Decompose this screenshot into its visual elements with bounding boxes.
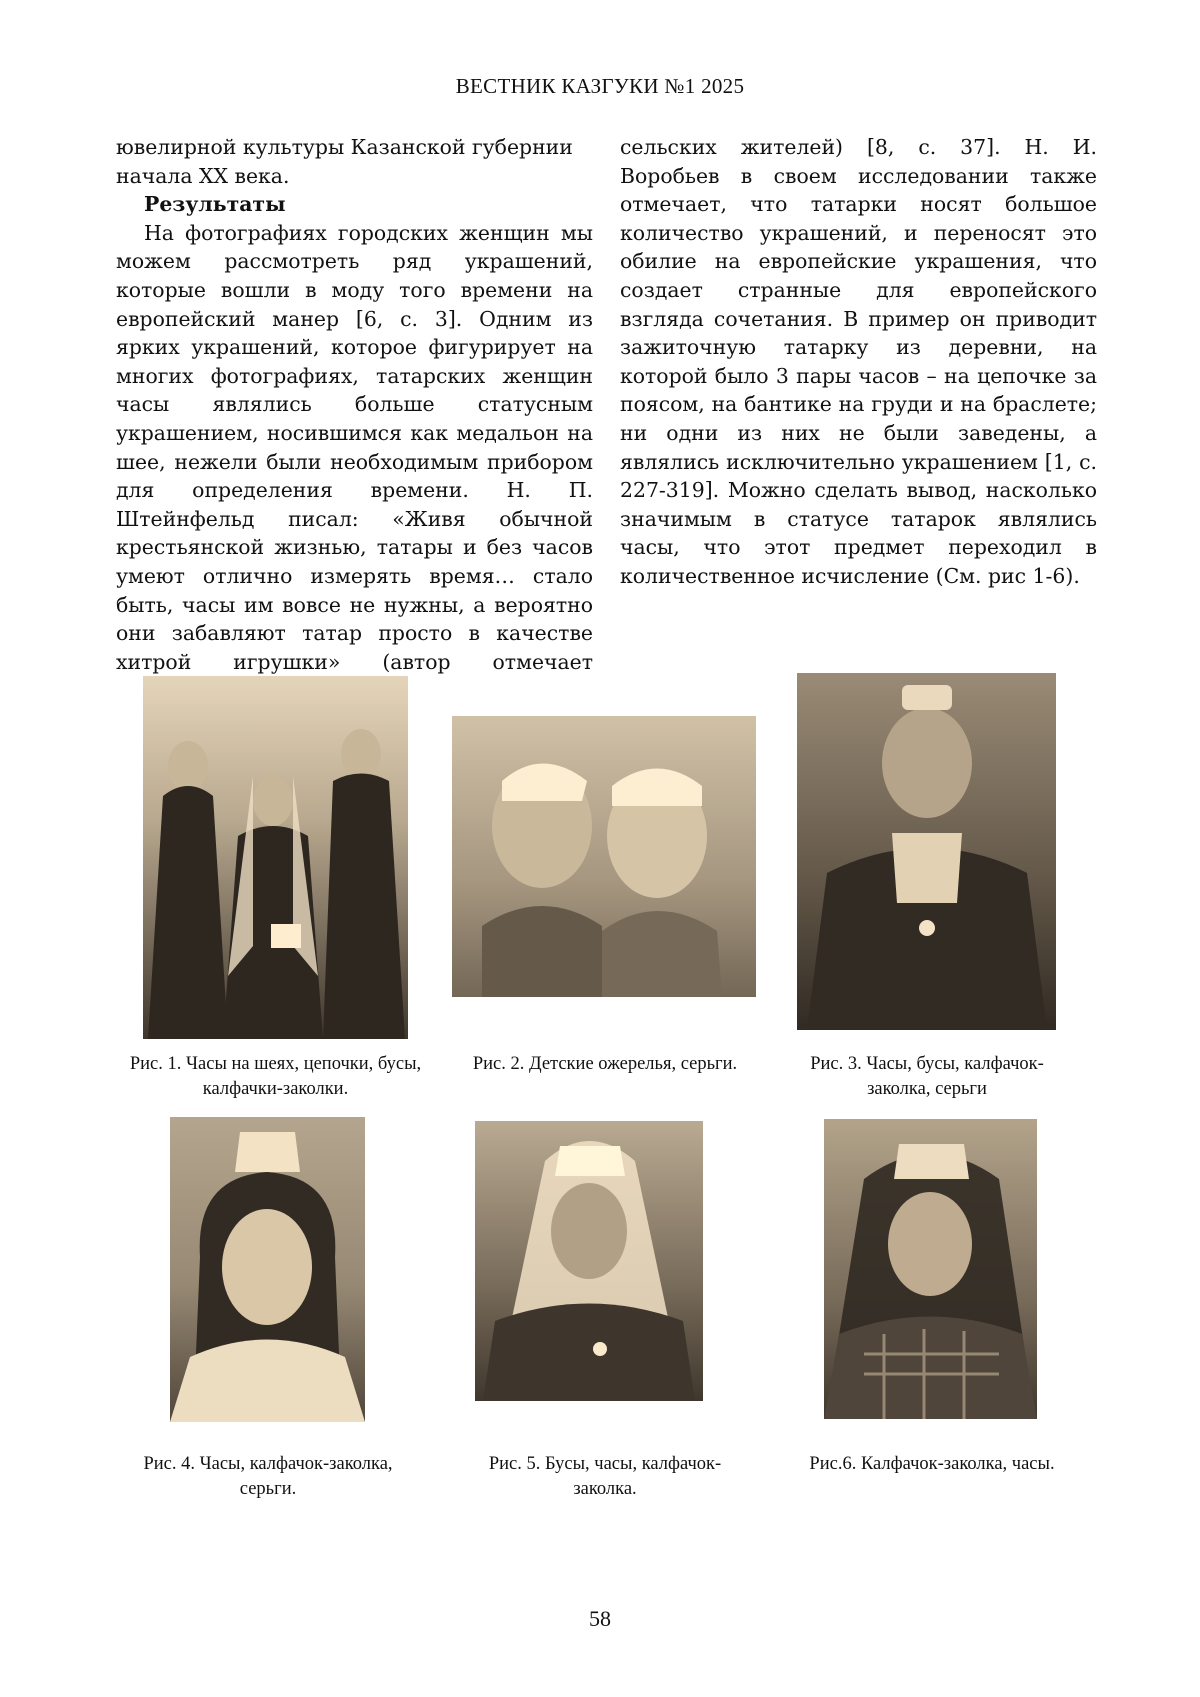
figure-3-caption: Рис. 3. Часы, бусы, калфачок-заколка, серьги	[810, 1054, 1044, 1099]
section-heading: Результаты	[144, 192, 286, 217]
figure-4-photo	[170, 1117, 365, 1422]
page-number: 58	[589, 1606, 611, 1631]
journal-header: ВЕСТНИК КАЗГУКИ №1 2025	[455, 74, 745, 98]
figure-5-photo	[475, 1121, 703, 1401]
figure-2-caption: Рис. 2. Детские ожерелья, серьги.	[472, 1054, 738, 1074]
figure-1-photo	[143, 676, 408, 1039]
figure-1-caption: Рис. 1. Часы на шеях, цепочки, бусы, калфачки-заколки.	[129, 1054, 422, 1099]
paragraph: ювелирной культуры Казанской губернии начала XX века.	[116, 135, 573, 188]
paragraph: сельских жителей) [8, с. 37]. Н. И. Воробьев в своем исследовании также отмечает, что татарки носят большое количество украшений, и переносят это обилие на европейские украшения, что создает странные для европейского взгляда сочетания. В пример он приводит зажиточную татарку из деревни, на которой было 3 пары часов – на цепочке за поясом, на бантике на груди и на браслете; ни одни из них не были заведены, а являлись исключительно украшением [1, с. 227-319]. Можно сделать вывод, насколько значимым в статусе татарок являлись часы, что этот предмет переходил в количественное исчисление (См. рис 1-6).	[620, 135, 1097, 588]
paragraph: На фотографиях городских женщин мы можем рассмотреть ряд украшений, которые вошли в моду того времени на европейский манер [6, с. 3]. Одним из ярких украшений, которое фигурирует на многих фотографиях, татарских женщин часы являлись больше статусным украшением, носившимся как медальон на шее, нежели были необходимым прибором для определения времени. Н. П. Штейнфельд писал: «Живя обычной крестьянской жизнью, татары и без часов умеют отлично измерять время… стало быть, часы им вовсе не нужны, а вероятно они забавляют татар просто в качестве хитрой игрушки» (автор отмечает	[116, 220, 593, 674]
left-column	[116, 133, 593, 676]
figure-6-caption: Рис.6. Калфачок-заколка, часы.	[809, 1454, 1055, 1474]
figure-2-photo	[452, 716, 756, 997]
figure-6-photo	[824, 1119, 1037, 1419]
figure-4-caption: Рис. 4. Часы, калфачок-заколка, серьги.	[143, 1454, 393, 1499]
figure-5-caption: Рис. 5. Бусы, часы, калфачок-заколка.	[488, 1454, 722, 1499]
right-column	[620, 133, 1097, 591]
figure-3-photo	[797, 673, 1056, 1030]
